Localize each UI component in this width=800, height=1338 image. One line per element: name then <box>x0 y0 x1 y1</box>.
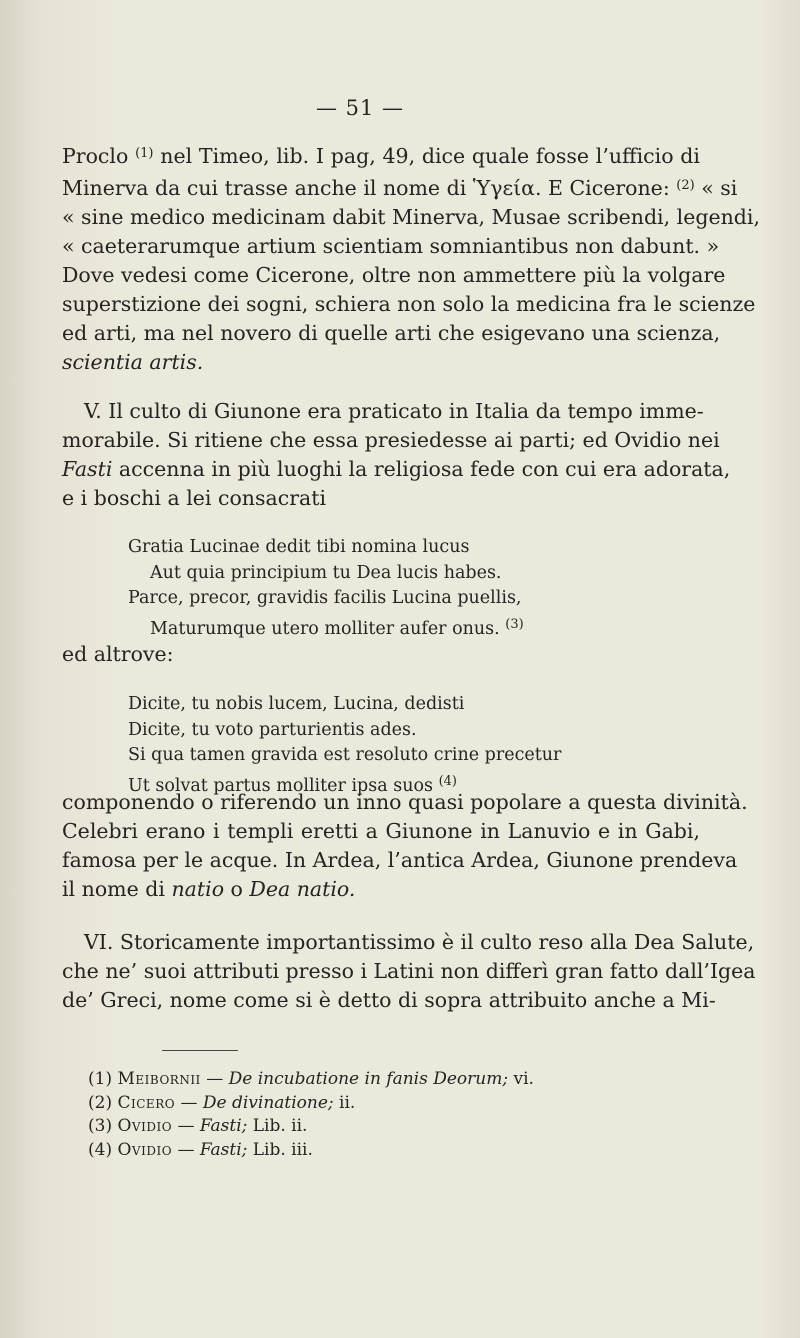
ed-altrove-line: ed altrove: <box>62 642 174 666</box>
text-line: Celebri erano i templi eretti a Giunone in Lanuvio e in Gabi, <box>62 819 700 843</box>
page-number: — 51 — <box>315 96 405 120</box>
text-line: componendo o riferendo un inno quasi popolare a questa divinità. <box>62 790 748 814</box>
text-line: e i boschi a lei consacrati <box>62 486 327 510</box>
text-line: V. Il culto di Giunone era praticato in Italia da tempo imme- <box>84 399 704 423</box>
footnote-ref[interactable]: (4) <box>438 773 457 789</box>
paragraph-componendo <box>62 788 748 904</box>
section-vi-paragraph <box>62 928 756 1015</box>
footnote-ref[interactable]: (3) <box>505 616 524 632</box>
text-line: Proclo $^{(1)}$ nel Timeo, lib. I pag, 49, dice quale fosse l’ufficio di <box>62 144 700 168</box>
footnote-ref[interactable]: (2) <box>676 178 695 193</box>
verse-line: Parce, precor, gravidis facilis Lucina puellis, <box>128 588 522 608</box>
verse-line: Si qua tamen gravida est resoluto crine precetur <box>128 745 562 765</box>
verse-block-1 <box>128 535 648 642</box>
paragraph-proclo <box>62 139 760 377</box>
text-line: Dove vedesi come Cicerone, oltre non ammettere più la volgare <box>62 263 726 287</box>
footnote-divider <box>162 1050 238 1051</box>
text-line: VI. Storicamente importantissimo è il culto reso alla Dea Salute, <box>84 930 755 954</box>
text-line: « caeterarumque artium scientiam somniantibus non dabunt. » <box>62 234 720 258</box>
text-line: morabile. Si ritiene che essa presiedesse ai parti; ed Ovidio nei <box>62 428 720 452</box>
text-line: Fasti accenna in più luoghi la religiosa fede con cui era adorata, <box>62 457 731 481</box>
text-line: superstizione dei sogni, schiera non solo la medicina fra le scienze <box>62 292 756 316</box>
verse-line: Aut quia principium tu Dea lucis habes. <box>150 562 502 583</box>
footnotes <box>88 1068 728 1162</box>
verse-block-2 <box>128 692 648 799</box>
text-line: « sine medico medicinam dabit Minerva, Musae scribendi, legendi, <box>62 205 760 229</box>
section-v-paragraph <box>62 397 731 513</box>
footnote-ref[interactable]: (1) <box>135 146 154 161</box>
text-line: che ne’ suoi attributi presso i Latini non differì gran fatto dall’Igea <box>62 959 756 983</box>
footnote-item: (2) Cicero — De divinatione; ii. <box>88 1092 356 1113</box>
text-line: Minerva da cui trasse anche il nome di Ὑγεία. E Cicerone: $^{(2)}$ « si <box>62 176 738 200</box>
text-line: il nome di natio o Dea natio. <box>62 877 356 901</box>
verse-line: Ut solvat partus molliter ipsa suos $^{(4)}$ <box>128 773 457 796</box>
footnote-item: (1) Meibornii — De incubatione in fanis Deorum; vi. <box>88 1069 534 1089</box>
verse-line: Maturumque utero molliter aufer onus. $^{(3)}$ <box>150 616 524 639</box>
text-line: ed arti, ma nel novero di quelle arti che esigevano una scienza, <box>62 321 721 345</box>
text-line: famosa per le acque. In Ardea, l’antica Ardea, Giunone prendeva <box>62 848 738 872</box>
footnote-item: (3) Ovidio — Fasti; Lib. ii. <box>88 1116 308 1136</box>
footnote-item: (4) Ovidio — Fasti; Lib. iii. <box>88 1139 313 1160</box>
text-line: de’ Greci, nome come si è detto di sopra attribuito anche a Mi- <box>62 988 716 1012</box>
verse-line: Gratia Lucinae dedit tibi nomina lucus <box>128 537 470 557</box>
verse-line: Dicite, tu voto parturientis ades. <box>128 719 417 740</box>
text-line: scientia artis. <box>62 350 204 374</box>
verse-line: Dicite, tu nobis lucem, Lucina, dedisti <box>128 694 465 714</box>
